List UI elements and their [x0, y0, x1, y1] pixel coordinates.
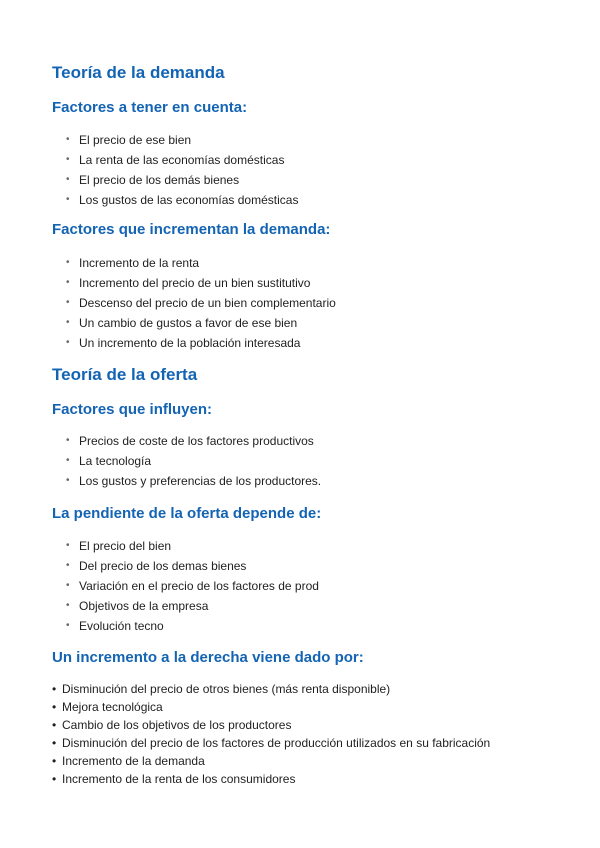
bullet-icon: •: [66, 540, 70, 551]
supply-slope-heading: La pendiente de la oferta depende de:: [52, 505, 322, 522]
bullet-icon: •: [66, 257, 70, 268]
bullet-icon: •: [66, 277, 70, 288]
list-item: • Disminución del precio de otros bienes (más renta disponible): [52, 682, 391, 696]
list-item: • La tecnología: [52, 451, 321, 471]
demand-increase-heading: Factores que incrementan la demanda:: [52, 221, 331, 238]
bullet-icon: •: [66, 174, 70, 185]
list-item: • Los gustos de las economías domésticas: [52, 190, 298, 210]
bullet-icon: •: [66, 297, 70, 308]
bullet-icon: •: [66, 560, 70, 571]
list-item: • Evolución tecno: [52, 616, 319, 636]
bullet-icon: •: [52, 736, 57, 750]
bullet-icon: •: [52, 682, 57, 696]
list-item: • Incremento de la renta: [52, 253, 336, 273]
list-item: • Un incremento de la población interesada: [52, 333, 336, 353]
list-item: • Precios de coste de los factores productivos: [52, 431, 321, 451]
list-item: • Incremento de la demanda: [52, 754, 205, 768]
supply-factors-list: [52, 431, 321, 491]
list-item: • El precio de ese bien: [52, 130, 298, 150]
list-item: • Incremento de la renta de los consumidores: [52, 772, 296, 786]
bullet-icon: •: [52, 718, 57, 732]
list-item: • Objetivos de la empresa: [52, 596, 319, 616]
list-item: • El precio del bien: [52, 536, 319, 556]
supply-factors-heading: Factores que influyen:: [52, 401, 213, 418]
supply-shift-heading: Un incremento a la derecha viene dado por:: [52, 649, 364, 666]
bullet-icon: •: [66, 154, 70, 165]
bullet-icon: •: [66, 455, 70, 466]
bullet-icon: •: [52, 772, 57, 786]
list-item: • Los gustos y preferencias de los productores.: [52, 471, 321, 491]
list-item: • Cambio de los objetivos de los productores: [52, 718, 292, 732]
list-item: • Disminución del precio de los factores de producción utilizados en su fabricación: [52, 736, 491, 750]
list-item: • Incremento del precio de un bien sustitutivo: [52, 273, 336, 293]
demand-increase-list: [52, 253, 336, 353]
demand-factors-heading: Factores a tener en cuenta:: [52, 99, 248, 116]
bullet-icon: •: [66, 194, 70, 205]
bullet-icon: •: [52, 754, 57, 768]
list-item: • Descenso del precio de un bien complementario: [52, 293, 336, 313]
list-item: • Variación en el precio de los factores de prod: [52, 576, 319, 596]
supply-slope-list: [52, 536, 319, 636]
bullet-icon: •: [66, 600, 70, 611]
bullet-icon: •: [66, 134, 70, 145]
supply-shift-list: [52, 680, 490, 788]
list-item: • El precio de los demás bienes: [52, 170, 298, 190]
bullet-icon: •: [66, 620, 70, 631]
list-item: • Mejora tecnológica: [52, 700, 163, 714]
bullet-icon: •: [66, 475, 70, 486]
list-item: • Un cambio de gustos a favor de ese bien: [52, 313, 336, 333]
list-item: • La renta de las economías domésticas: [52, 150, 298, 170]
demand-theory-title: Teoría de la demanda: [52, 63, 225, 82]
bullet-icon: •: [66, 317, 70, 328]
bullet-icon: •: [66, 435, 70, 446]
supply-theory-title: Teoría de la oferta: [52, 365, 198, 384]
bullet-icon: •: [52, 700, 57, 714]
bullet-icon: •: [66, 337, 70, 348]
demand-factors-list: [52, 130, 298, 210]
bullet-icon: •: [66, 580, 70, 591]
list-item: • Del precio de los demas bienes: [52, 556, 319, 576]
